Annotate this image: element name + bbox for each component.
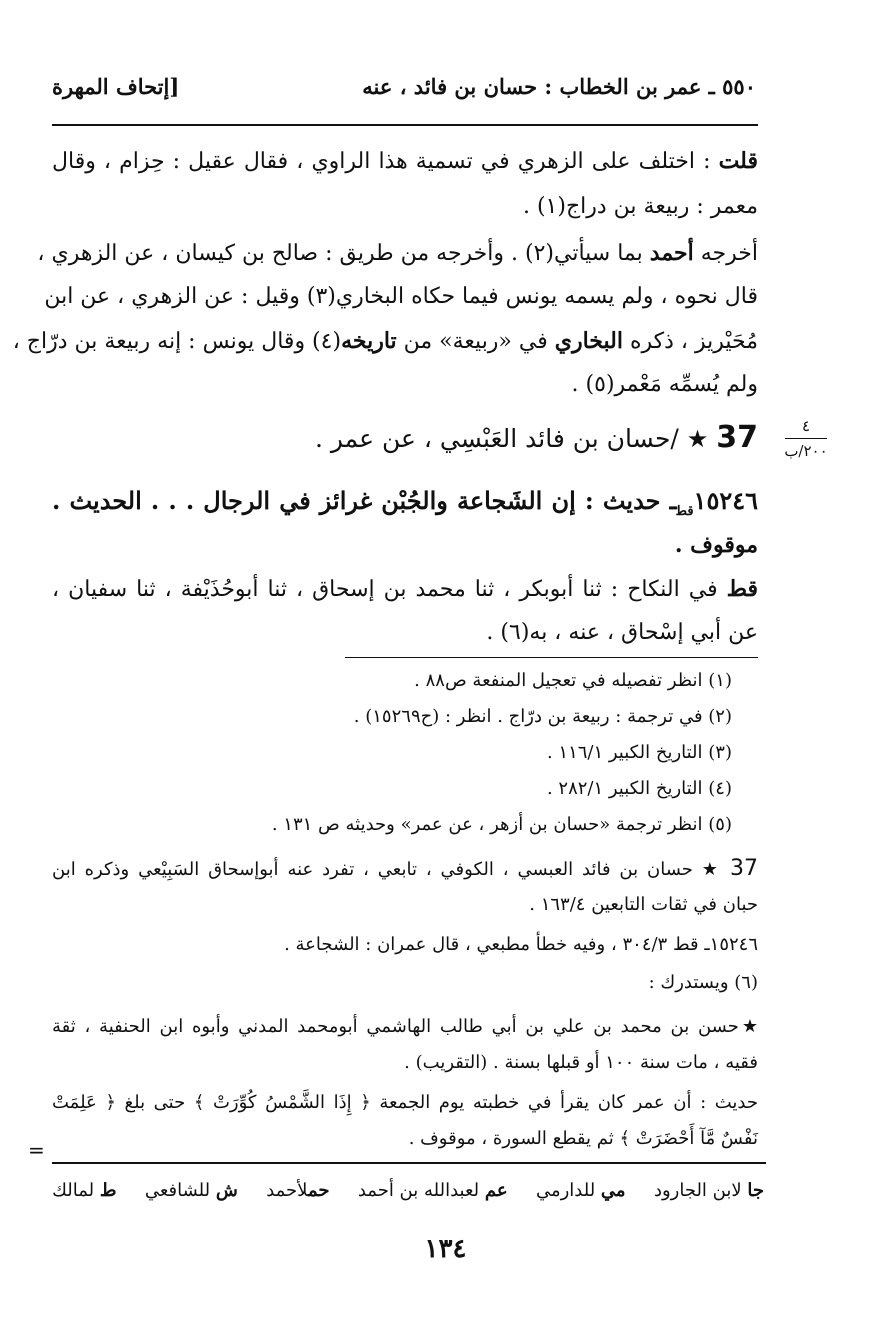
body-line-2: معمر : ربيعة بن دراج(١) . — [522, 194, 758, 219]
abbr-value: للدارمي — [535, 1180, 596, 1201]
margin-folio-top: ٤ — [801, 417, 811, 435]
bottom-rule — [52, 1162, 766, 1164]
body-line-3-text: بما سيأتي(٢) . وأخرجه من طريق : صالح بن كيسان ، عن الزهري ، — [37, 241, 643, 266]
footnote-6-line-3: حديث : أن عمر كان يقرأ في خطبته يوم الجمعة ﴿ إِذَا الشَّمْسُ كُوِّرَتْ ﴾ حتى بلغ ﴿ عَلِمَتْ — [52, 1092, 758, 1113]
abbr-item — [654, 1180, 764, 1201]
qt-text: في النكاح : ثنا أبوبكر ، ثنا محمد بن إسحاق ، ثنا أبوحُذَيْفة ، ثنا سفيان ، — [52, 577, 718, 602]
abbr-item — [52, 1180, 116, 1201]
hadith-source-sub: قط — [676, 503, 694, 519]
abbr-item — [536, 1180, 626, 1201]
ahmad-label: أحمد — [649, 240, 694, 266]
star-icon: ★ — [686, 425, 709, 453]
footnote-6-line-1: ★حسن بن محمد بن علي بن أبي طالب الهاشمي أبومحمد المدني وأبوه ابن الحنفية ، ثقة — [52, 1016, 758, 1037]
body-line-6: ولم يُسمِّه مَعْمر(٥) . — [571, 372, 758, 397]
body-line-5-b: في «ربيعة» من — [403, 329, 548, 354]
footnote-5: (٥) انظر ترجمة «حسان بن أزهر ، عن عمر» وحديثه ص ١٣١ . — [271, 814, 732, 835]
margin-folio-note — [780, 417, 832, 460]
footnote-6-line-4: نَفْسٌ مَّآ أَحْضَرَتْ ﴾ ثم يقطع السورة ، موقوف . — [408, 1128, 758, 1149]
footnote-3: (٣) التاريخ الكبير ١١٦/١ . — [546, 742, 732, 763]
abbr-value: لابن الجارود — [653, 1180, 742, 1201]
abbr-value: لأحمد — [266, 1180, 308, 1201]
footnote-entry-text: ★ حسان بن فائد العبسي ، الكوفي ، تابعي ، تفرد عنه أبوإسحاق السَبِيْعي وذكره ابن — [52, 859, 722, 880]
entry-number: 37 — [716, 420, 758, 455]
footnote-entry-line-2: حبان في ثقات التابعين ١٦٣/٤ . — [529, 894, 758, 915]
abbr-key: ش — [215, 1180, 238, 1201]
narrator-entry — [315, 420, 758, 455]
abbreviations-row — [52, 1180, 764, 1201]
margin-folio-bottom: ٢٠٠/ب — [784, 442, 828, 460]
footnote-rule — [345, 657, 758, 658]
running-header-book: [إتحاف المهرة — [52, 74, 180, 99]
footnote-2: (٢) في ترجمة : ربيعة بن درّاج . انظر : (ح١٥٢٦٩) . — [353, 706, 732, 727]
body-line-1-text: : اختلف على الزهري في تسمية هذا الراوي ، فقال عقيل : حِزام ، وقال — [52, 149, 711, 174]
abbr-value: لمالك — [52, 1180, 95, 1201]
footnote-qt: ١٥٢٤٦ـ قط ٣٠٤/٣ ، وفيه خطأ مطبعي ، قال عمران : الشجاعة . — [284, 934, 758, 955]
body-line-4: قال نحوه ، ولم يسمه يونس فيما حكاه البخاري(٣) وقيل : عن الزهري ، عن ابن — [44, 284, 758, 309]
tarikh-label: تاريخه — [341, 328, 397, 354]
body-line-3 — [37, 240, 758, 266]
qt-line — [52, 576, 758, 602]
body-line-1 — [52, 148, 758, 174]
abbr-key: حم — [307, 1180, 330, 1201]
footnote-6: (٦) ويستدرك : — [648, 972, 758, 993]
margin-equals-mark: = — [28, 1138, 45, 1162]
abbr-key: عم — [484, 1180, 508, 1201]
hadith-text: ـ حديث : إن الشَجاعة والجُبْن غرائز في الرجال . . . الحديث . — [52, 486, 677, 515]
hadith-entry — [52, 486, 758, 519]
abbr-key: ط — [99, 1180, 117, 1201]
abbr-key: جا — [747, 1180, 764, 1201]
abbr-key: مي — [600, 1180, 626, 1201]
footnote-4: (٤) التاريخ الكبير ٢٨٢/١ . — [546, 778, 732, 799]
footnote-1: (١) انظر تفصيله في تعجيل المنفعة ص٨٨ . — [414, 670, 732, 691]
body-line-5-a: مُحَيْريز ، ذكره — [629, 329, 758, 354]
qt-line-2: عن أبي إسْحاق ، عنه ، به(٦) . — [486, 620, 758, 645]
abbr-item — [358, 1180, 508, 1201]
mawquf-label: موقوف . — [674, 532, 758, 558]
hadith-number: ١٥٢٤٦ — [693, 486, 758, 515]
body-line-5-c: (٤) وقال يونس : إنه ربيعة بن درّاج ، — [12, 329, 342, 354]
qult-label: قلت — [718, 148, 758, 174]
qt-label: قط — [726, 576, 759, 602]
entry-text: /حسان بن فائد العَبْسِي ، عن عمر . — [314, 424, 679, 453]
body-line-3-prefix: أخرجه — [700, 241, 758, 266]
running-header-title: ٥٥٠ ـ عمر بن الخطاب : حسان بن فائد ، عنه — [362, 74, 756, 99]
footnote-entry-line-1 — [52, 856, 758, 881]
page-number: ١٣٤ — [424, 1234, 467, 1264]
footnote-entry-number: 37 — [730, 856, 758, 881]
abbr-value: للشافعي — [144, 1180, 211, 1201]
abbr-item — [145, 1180, 238, 1201]
body-line-5 — [12, 328, 758, 354]
header-rule — [52, 124, 758, 126]
footnote-6-line-2: فقيه ، مات سنة ١٠٠ أو قبلها بسنة . (التقريب) . — [404, 1052, 758, 1073]
abbr-value: لعبدالله بن أحمد — [357, 1180, 480, 1201]
bukhari-label: البخاري — [554, 328, 623, 354]
abbr-item — [266, 1180, 329, 1201]
margin-folio-bar — [785, 438, 827, 439]
